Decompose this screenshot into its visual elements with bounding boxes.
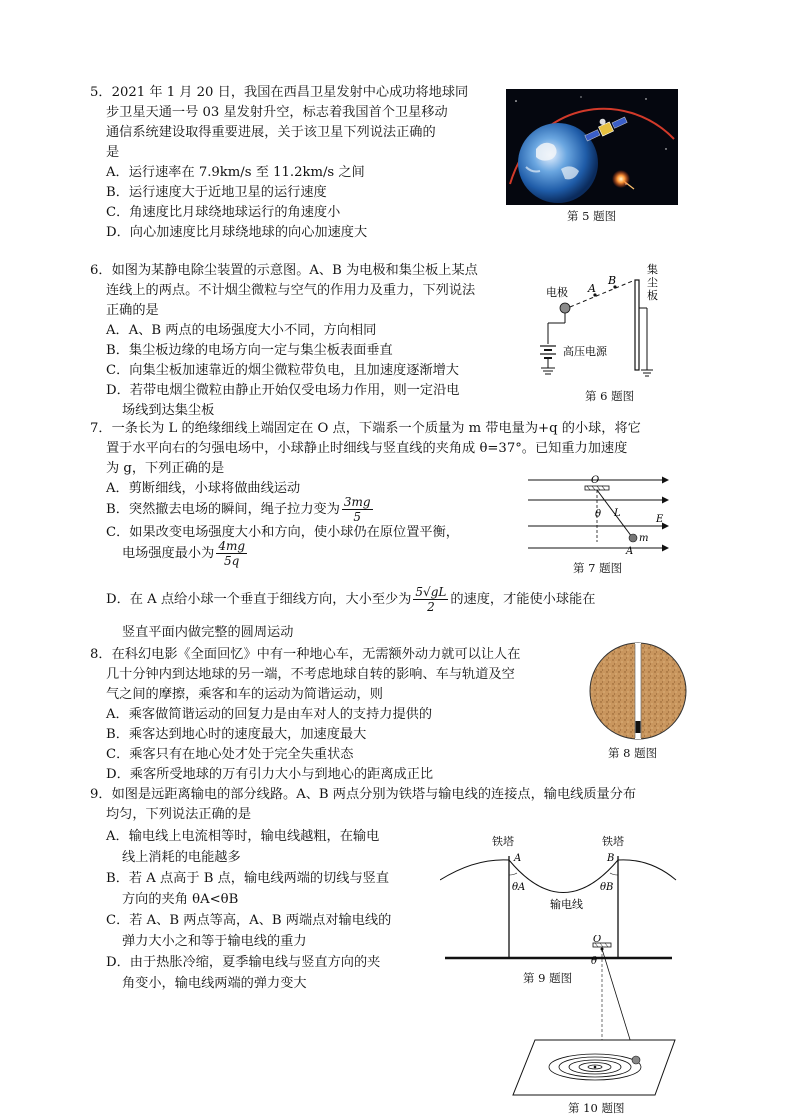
q7-option-c-line-2 [122, 534, 249, 574]
q7-option-a: A．剪断细线，小球将做曲线运动 [106, 481, 301, 496]
q8-earth-tunnel-figure [588, 641, 688, 741]
plate-label-2: 尘 [647, 276, 658, 289]
ball [632, 1056, 640, 1064]
q5-stem-line-4: 是 [106, 145, 120, 160]
ball [629, 534, 637, 542]
q9-option-a-line-1: A．输电线上电流相等时，输电线越粗，在输电 [106, 829, 380, 844]
transmission-line [440, 860, 676, 893]
point-o-label: O [593, 935, 602, 945]
tower-left-label: 铁塔 [492, 835, 514, 848]
q7-stem-line-2: 置于水平向右的匀强电场中，小球静止时细线与竖直线的夹角成 θ=37°。已知重力加速度 [106, 441, 628, 456]
q7-option-b-numerator: 3mg [343, 495, 371, 509]
q5-option-c: C．角速度比月球绕地球运行的角速度小 [106, 205, 341, 220]
q5-option-b: B．运行速度大于近地卫星的运行速度 [106, 185, 327, 200]
length-label: L [614, 508, 621, 519]
q7-option-d-fraction [413, 585, 448, 614]
q7-stem-line-3: 为 g，下列正确的是 [106, 461, 225, 476]
q5-stem-line-2: 步卫星天通一号 03 星发射升空，标志着我国首个卫星移动 [106, 105, 448, 120]
train-car [636, 721, 641, 733]
q7-caption: 第 7 题图 [573, 561, 623, 575]
q7-option-c-line-1: C．如果改变电场强度大小和方向，使小球仍在原位置平衡， [106, 525, 459, 540]
q7-option-c-numerator: 4mg [218, 539, 246, 553]
q7-option-d-line-2: 竖直平面内做完整的圆周运动 [122, 625, 294, 640]
q6-stem-line-3: 正确的是 [106, 303, 159, 318]
q7-option-b-text: B．突然撤去电场的瞬间，绳子拉力变为 [106, 502, 340, 517]
q7-pendulum-figure [528, 470, 673, 560]
q5-stem-line-3: 通信系统建设取得重要进展，关于该卫星下列说法正确的 [106, 125, 436, 140]
q9-option-a-line-2: 线上消耗的电能越多 [122, 850, 241, 865]
q6-option-c: C．向集尘板加速靠近的烟尘微粒带负电，且加速度逐渐增大 [106, 363, 459, 378]
q5-option-a: A．运行速率在 7.9km/s 至 11.2km/s 之间 [106, 165, 365, 180]
q10-conical-pendulum-figure [505, 935, 685, 1100]
point-b-label: B [608, 274, 617, 287]
q9-option-c-line-2: 弹力大小之和等于输电线的重力 [122, 934, 307, 949]
point-o-label: O [591, 475, 600, 486]
q7-option-c-denominator: 5q [224, 554, 240, 568]
q6-option-a: A．A、B 两点的电场强度大小不同，方向相同 [106, 323, 377, 338]
power-label: 高压电源 [563, 345, 607, 358]
q8-option-a: A．乘客做简谐运动的回复力是由车对人的支持力提供的 [106, 707, 433, 722]
q7-option-d-line-1 [106, 580, 595, 620]
point-a-label: A [588, 282, 596, 295]
q8-stem-line-2: 几十分钟内到达地球的另一端，不考虑地球自转的影响、车与轨道及空 [106, 667, 515, 682]
q8-option-c: C．乘客只有在地心处才处于完全失重状态 [106, 747, 354, 762]
q7-option-d-text-2: 的速度，才能使小球能在 [450, 592, 596, 607]
q7-option-c-fraction [216, 539, 247, 568]
q9-option-c-line-1: C．若 A、B 两点等高，A、B 两端点对输电线的 [106, 913, 392, 928]
q10-caption: 第 10 题图 [568, 1101, 625, 1115]
q6-option-d-line-1: D．若带电烟尘微粒由静止开始仅受电场力作用，则一定沿电 [106, 383, 460, 398]
q9-option-d-line-1: D．由于热胀冷缩，夏季输电线与竖直方向的夹 [106, 955, 381, 970]
q6-caption: 第 6 题图 [585, 389, 635, 403]
q9-option-b-line-1: B．若 A 点高于 B 点，输电线两端的切线与竖直 [106, 871, 390, 886]
line-label: 输电线 [550, 898, 583, 911]
q7-option-b-denominator: 5 [353, 510, 362, 524]
theta-label: θ [595, 509, 602, 520]
point-a-label: A [626, 546, 634, 557]
q7-option-d-numerator: 5√gL [415, 585, 447, 599]
theta-label: θ [591, 956, 598, 967]
field-e-label: E [656, 514, 664, 525]
theta-b-label: θB [600, 882, 614, 893]
q5-option-d: D．向心加速度比月球绕地球的向心加速度大 [106, 225, 368, 240]
mass-label: m [639, 533, 649, 544]
q7-option-d-text: D．在 A 点给小球一个垂直于细线方向，大小至少为 [106, 592, 412, 607]
q5-stem-line-1: 5．2021 年 1 月 20 日，我国在西昌卫星发射中心成功将地球同 [90, 85, 469, 100]
q7-option-c-text: 电场强度最小为 [122, 546, 215, 561]
q6-stem-line-2: 连线上的两点。不计烟尘微粒与空气的作用力及重力，下列说法 [106, 283, 476, 298]
point-a-label: A [514, 853, 522, 864]
q7-option-d-denominator: 2 [427, 600, 435, 614]
q9-stem-line-2: 均匀，下列说法正确的是 [106, 807, 252, 822]
q7-stem-line-1: 7．一条长为 L 的绝缘细线上端固定在 O 点，下端系一个质量为 m 带电量为+q 的小球，将它 [90, 421, 641, 436]
electrode [560, 303, 570, 313]
q8-option-d: D．乘客所受地球的万有引力大小与到地心的距离成正比 [106, 767, 434, 782]
electrode-label: 电极 [546, 286, 568, 299]
q8-caption: 第 8 题图 [608, 746, 658, 760]
q6-option-d-line-2: 场线到达集尘板 [122, 403, 215, 418]
q5-satellite-figure [506, 89, 678, 205]
q8-stem-line-1: 8．在科幻电影《全面回忆》中有一种地心车，无需额外动力就可以让人在 [90, 647, 521, 662]
plate-label-1: 集 [647, 263, 658, 276]
tower-right-label: 铁塔 [602, 835, 624, 848]
q6-precipitator-figure [535, 258, 675, 388]
theta-a-label: θA [512, 882, 526, 893]
q9-option-d-line-2: 角变小，输电线两端的弹力变大 [122, 976, 307, 991]
q9-caption: 第 9 题图 [523, 971, 573, 985]
q9-option-b-line-2: 方向的夹角 θA<θB [122, 892, 239, 907]
q6-stem-line-1: 6．如图为某静电除尘装置的示意图。A、B 为电极和集尘板上某点 [90, 263, 478, 278]
plate-label-3: 板 [647, 289, 658, 302]
q5-caption: 第 5 题图 [567, 209, 617, 223]
q8-stem-line-3: 气之间的摩擦，乘客和车的运动为简谐运动，则 [106, 687, 383, 702]
q7-option-b-fraction [342, 495, 373, 524]
collector-plate [635, 280, 639, 370]
point-b-label: B [607, 853, 615, 864]
q6-option-b: B．集尘板边缘的电场方向一定与集尘板表面垂直 [106, 343, 393, 358]
q9-stem-line-1: 9．如图是远距离输电的部分线路。A、B 两点分别为铁塔与输电线的连接点，输电线质量分布 [90, 787, 637, 802]
q8-option-b: B．乘客达到地心时的速度最大，加速度最大 [106, 727, 367, 742]
